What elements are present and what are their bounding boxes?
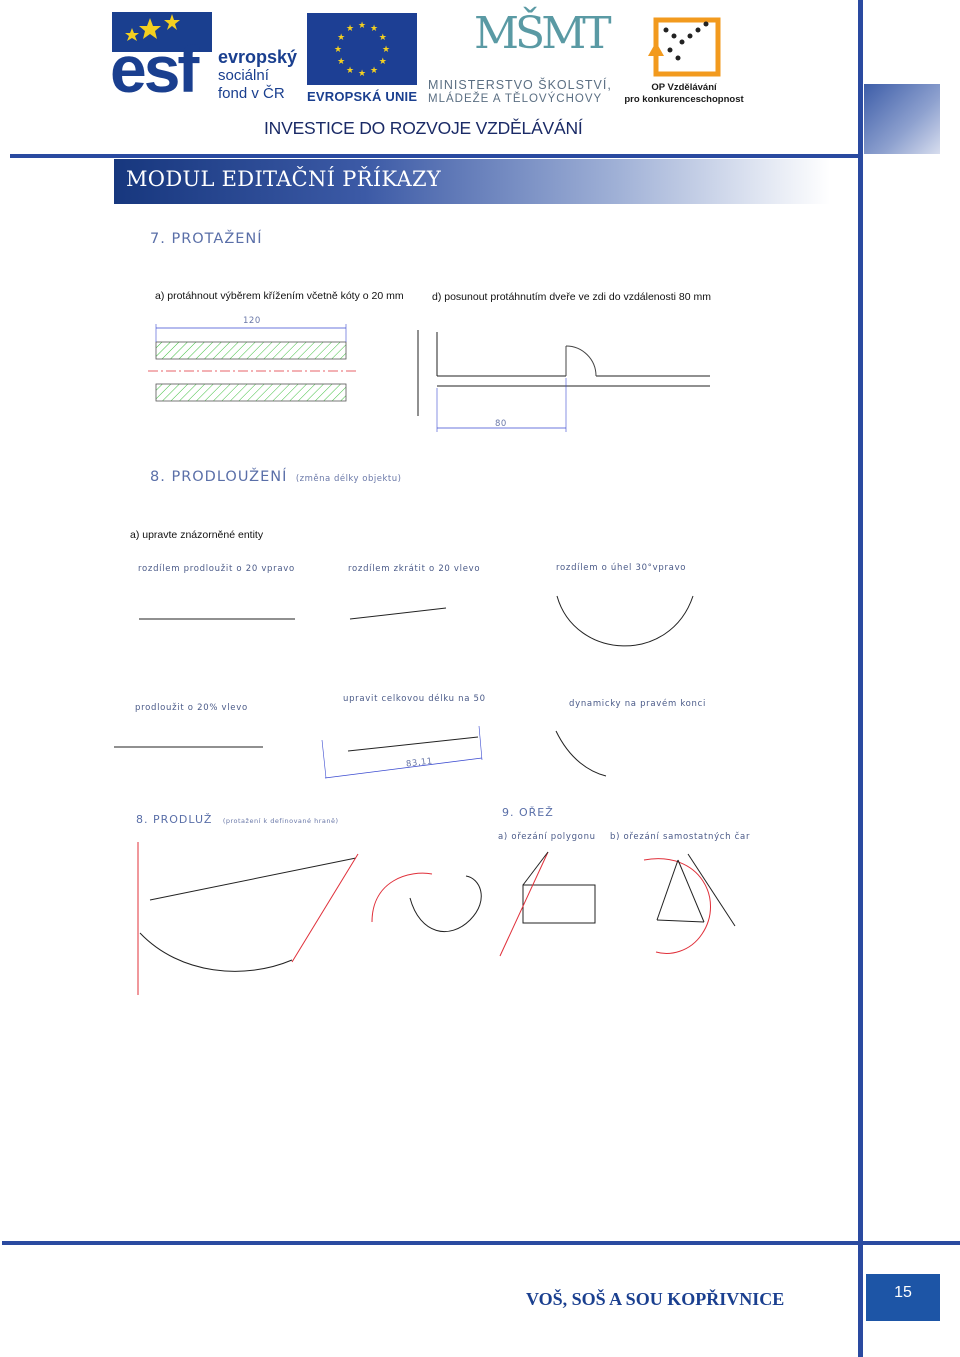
eu-star-icon: ★ [337,56,346,66]
section9-task-b: b) ořezání samostatných čar [610,832,751,842]
msmt-logo [428,10,618,106]
top-frame-line [10,154,860,158]
esf-big-text: esf [110,32,197,106]
caption-extend-percent: prodloužit o 20% vlevo [135,703,248,713]
section8b-heading-title: 8. PRODLUŽ [136,813,213,826]
eu-star-icon: ★ [357,20,367,30]
section8b-9-drawing [0,840,860,1000]
investice-banner: INVESTICE DO ROZVOJE VZDĚLÁVÁNÍ [264,118,583,138]
dim-80-label: 80 [495,419,507,429]
page-number: 15 [894,1284,912,1301]
eu-star-icon: ★ [345,64,355,75]
op-logo [622,12,746,106]
dim-120-label: 120 [243,316,261,326]
footer-school: VOŠ, SOŠ A SOU KOPŘIVNICE [526,1289,785,1309]
section9-heading: 9. OŘEŽ [502,806,554,819]
caption-total-length: upravit celkovou délku na 50 [343,694,486,704]
section8a-heading-note: (změna délky objektu) [295,474,402,484]
eu-star-icon: ★ [337,32,346,42]
eu-star-icon: ★ [381,44,391,54]
msmt-line2: MLÁDEŽE A TĚLOVÝCHOVY [428,93,603,105]
eu-logo [307,13,419,105]
eu-star-icon: ★ [378,56,387,66]
section8a-heading [150,468,401,486]
section8b-heading-note: (protažení k definované hraně) [222,817,339,825]
esf-line1: evropský [218,47,298,67]
dim-8311-label: 83,11 [405,756,434,770]
eu-star-icon: ★ [369,23,379,34]
section8a-heading-title: 8. PRODLOUŽENÍ [150,469,288,485]
door-wall [418,330,710,432]
section8a-task: a) upravte znázorněné entity [130,529,264,541]
module-banner [114,159,830,204]
esf-line2: sociální [218,67,269,84]
section8b-heading [136,810,339,828]
op-line2: pro konkurenceschopnost [624,94,744,105]
section8a-drawing [0,580,860,800]
section7-heading: 7. PROTAŽENÍ [150,231,263,247]
eu-flag-icon [307,13,417,85]
section7-task-a: a) protáhnout výběrem křížením včetně kóty o 20 mm [155,290,404,302]
section9-task-a: a) ořezání polygonu [498,832,596,842]
eu-label: EVROPSKÁ UNIE [307,89,418,104]
section7-drawing [0,300,860,440]
eu-star-icon: ★ [369,64,379,75]
hatched-wall [148,324,356,401]
caption-dynamic: dynamicky na pravém konci [569,699,707,709]
caption-shorten-left: rozdílem zkrátit o 20 vlevo [348,564,481,574]
msmt-line1: MINISTERSTVO ŠKOLSTVÍ, [428,78,612,92]
op-line1: OP Vzdělávání [651,82,717,93]
eu-star-icon: ★ [378,32,387,42]
section7-task-d: d) posunout protáhnutím dveře ve zdi do vzdálenosti 80 mm [432,291,711,303]
bottom-frame-line [2,1241,960,1245]
esf-line3: fond v ČR [218,85,285,102]
caption-angle-right: rozdílem o úhel 30°vpravo [556,563,687,573]
op-emblem-icon [622,12,746,80]
esf-logo [110,12,300,106]
eu-star-icon: ★ [345,23,355,34]
eu-star-icon: ★ [333,44,343,54]
caption-extend-right: rozdílem prodloužit o 20 vpravo [138,564,295,574]
module-title: MODUL EDITAČNÍ PŘÍKAZY [126,167,442,191]
side-decor-box [864,84,940,154]
msmt-mark-text: MŠMT [474,8,608,59]
eu-star-icon: ★ [357,68,367,78]
page-number-box [866,1274,940,1321]
